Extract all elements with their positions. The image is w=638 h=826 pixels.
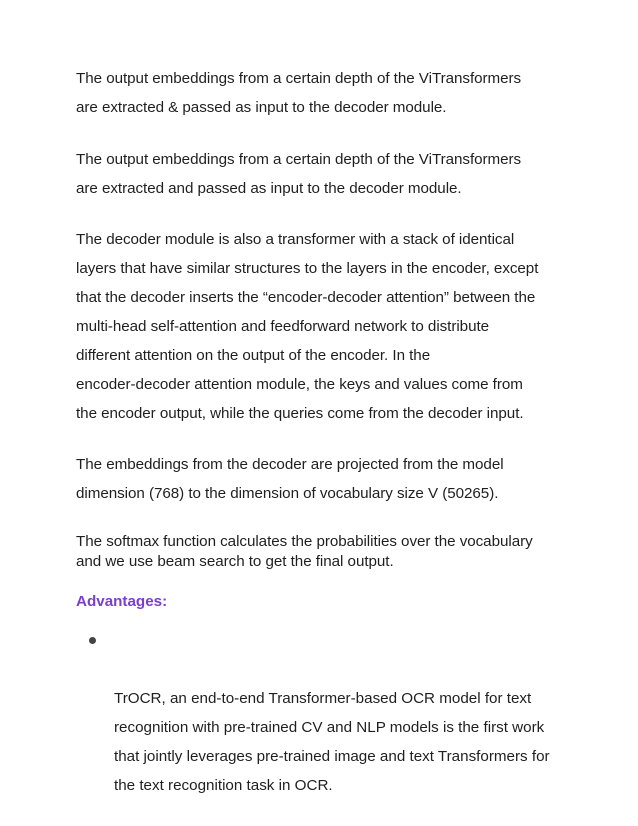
paragraph-output-embeddings-2: The output embeddings from a certain depth of the ViTransformers are extracted and passed as input to the decoder module. <box>76 151 522 197</box>
paragraph-decoder-module: The decoder module is also a transformer with a stack of identical layers that have similar structures to the layers in the encoder, except that the decoder inserts the “encoder-decoder attention” between the multi-head self-attention and feedforward network to distribute different attention on the output of the encoder. In the encoder-decoder attention module, the keys and values come from the encoder output, while the queries come from the decoder input. <box>76 231 539 422</box>
advantages-heading: Advantages: <box>76 593 168 610</box>
list-item-text: TrOCR, an end-to-end Transformer-based OCR model for text recognition with pre-trained CV and NLP models is the first work that jointly leverages pre-trained image and text Transformers for the text recognition task in OCR. <box>114 690 550 794</box>
paragraph-embeddings-projection: The embeddings from the decoder are projected from the model dimension (768) to the dimension of vocabulary size V (50265). <box>76 456 504 502</box>
advantages-list <box>76 626 576 800</box>
list-item <box>76 626 576 800</box>
paragraph-softmax: The softmax function calculates the probabilities over the vocabulary and we use beam search to get the final output. <box>76 533 533 570</box>
paragraph-output-embeddings-1: The output embeddings from a certain depth of the ViTransformers are extracted & passed as input to the decoder module. <box>76 70 522 116</box>
document-page <box>76 64 576 800</box>
bullet-icon <box>89 637 96 644</box>
